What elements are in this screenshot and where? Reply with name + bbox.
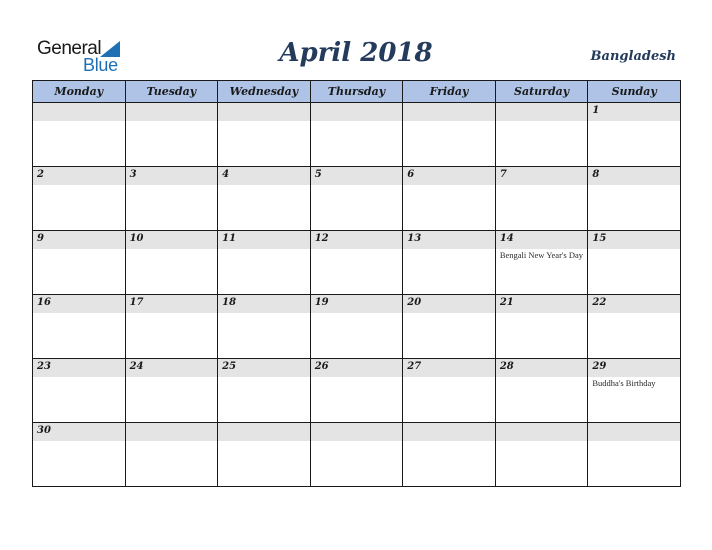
day-number: 3 — [129, 169, 137, 180]
day-number-bar — [126, 167, 218, 185]
calendar-week-row — [33, 295, 681, 359]
day-number-bar — [403, 423, 495, 441]
day-number: 21 — [499, 297, 514, 308]
calendar-day-cell — [588, 295, 681, 359]
calendar-day-cell — [125, 167, 218, 231]
day-number: 26 — [314, 361, 329, 372]
day-number-bar — [588, 359, 680, 377]
day-number: 30 — [37, 425, 51, 436]
weekday-friday: Friday — [403, 81, 496, 103]
calendar-day-cell — [33, 103, 126, 167]
day-number: 20 — [407, 297, 422, 308]
day-number: 23 — [37, 361, 51, 372]
day-number-bar — [218, 167, 310, 185]
day-number-bar — [496, 295, 588, 313]
calendar-day-cell — [310, 103, 403, 167]
logo-blue-text: Blue — [83, 55, 118, 75]
calendar-day-cell — [310, 231, 403, 295]
calendar-day-cell — [403, 103, 496, 167]
calendar-day-cell — [125, 295, 218, 359]
calendar-day-cell — [218, 103, 311, 167]
day-number-bar — [218, 295, 310, 313]
calendar-day-cell — [403, 167, 496, 231]
calendar-day-cell — [588, 423, 681, 487]
day-number: 15 — [592, 233, 607, 244]
calendar-day-cell — [495, 103, 588, 167]
weekday-saturday: Saturday — [495, 81, 588, 103]
day-number-bar — [588, 231, 680, 249]
day-number: 13 — [407, 233, 422, 244]
calendar-day-cell — [310, 423, 403, 487]
day-number-bar — [218, 359, 310, 377]
day-number: 9 — [37, 233, 44, 244]
calendar-day-cell — [33, 295, 126, 359]
day-number-bar — [403, 359, 495, 377]
day-number: 10 — [129, 233, 144, 244]
weekday-thursday: Thursday — [310, 81, 403, 103]
logo-general-text: General — [37, 38, 102, 59]
day-number-bar — [33, 231, 125, 249]
day-number: 2 — [37, 169, 44, 180]
calendar-day-cell — [588, 167, 681, 231]
day-number-bar — [496, 103, 588, 121]
calendar-day-cell — [33, 423, 126, 487]
calendar-day-cell — [218, 423, 311, 487]
calendar-day-cell — [403, 295, 496, 359]
day-number-bar — [588, 103, 680, 121]
weekday-header-row — [33, 81, 681, 103]
calendar-day-cell — [310, 359, 403, 423]
day-number-bar — [311, 295, 403, 313]
day-number-bar — [33, 359, 125, 377]
day-number-bar — [311, 167, 403, 185]
calendar-day-cell — [588, 359, 681, 423]
calendar-week-row — [33, 167, 681, 231]
day-number-bar — [403, 231, 495, 249]
day-number-bar — [588, 423, 680, 441]
calendar-day-cell — [403, 423, 496, 487]
day-number: 4 — [222, 169, 230, 180]
calendar-day-cell — [403, 231, 496, 295]
calendar-day-cell — [218, 295, 311, 359]
calendar-day-cell — [33, 167, 126, 231]
day-number-bar — [218, 423, 310, 441]
calendar-day-cell — [310, 295, 403, 359]
day-number: 17 — [129, 297, 144, 308]
calendar-day-cell — [588, 103, 681, 167]
day-number: 8 — [592, 169, 600, 180]
calendar-week-row — [33, 231, 681, 295]
day-number: 27 — [407, 361, 422, 372]
calendar-day-cell — [218, 231, 311, 295]
day-number-bar — [588, 167, 680, 185]
day-number-bar — [126, 359, 218, 377]
calendar-day-cell — [495, 423, 588, 487]
day-number-bar — [33, 167, 125, 185]
holiday-event: Bengali New Year's Day — [499, 250, 584, 260]
page-title: April 2018 — [279, 38, 433, 68]
day-number: 1 — [592, 105, 600, 116]
day-number-bar — [496, 231, 588, 249]
calendar-day-cell — [125, 423, 218, 487]
day-number-bar — [496, 359, 588, 377]
day-number: 29 — [592, 361, 607, 372]
day-number-bar — [126, 231, 218, 249]
calendar-day-cell — [495, 295, 588, 359]
day-number-bar — [126, 295, 218, 313]
calendar-day-cell — [125, 231, 218, 295]
day-number-bar — [403, 103, 495, 121]
day-number: 6 — [407, 169, 415, 180]
calendar-day-cell — [495, 167, 588, 231]
calendar-day-cell — [495, 359, 588, 423]
day-number-bar — [218, 231, 310, 249]
calendar-day-cell — [310, 167, 403, 231]
calendar-week-row — [33, 103, 681, 167]
calendar-day-cell — [403, 359, 496, 423]
day-number: 11 — [222, 233, 237, 244]
country-label: Bangladesh — [590, 49, 676, 64]
weekday-tuesday: Tuesday — [125, 81, 218, 103]
calendar-week-row — [33, 423, 681, 487]
day-number-bar — [496, 423, 588, 441]
day-number-bar — [311, 103, 403, 121]
calendar-day-cell — [33, 231, 126, 295]
day-number-bar — [33, 295, 125, 313]
day-number-bar — [311, 423, 403, 441]
day-number: 25 — [222, 361, 237, 372]
day-number-bar — [311, 231, 403, 249]
day-number: 7 — [499, 169, 507, 180]
day-number-bar — [403, 295, 495, 313]
weekday-wednesday: Wednesday — [218, 81, 311, 103]
day-number-bar — [33, 103, 125, 121]
day-number: 22 — [592, 297, 607, 308]
day-number: 28 — [499, 361, 514, 372]
holiday-event: Buddha's Birthday — [592, 378, 656, 388]
calendar-day-cell — [125, 103, 218, 167]
day-number: 12 — [314, 233, 329, 244]
weekday-monday: Monday — [33, 81, 126, 103]
calendar-day-cell — [33, 359, 126, 423]
calendar-week-row — [33, 359, 681, 423]
day-number: 5 — [314, 169, 322, 180]
day-number-bar — [588, 295, 680, 313]
day-number-bar — [218, 103, 310, 121]
weekday-sunday: Sunday — [588, 81, 681, 103]
calendar-day-cell — [588, 231, 681, 295]
calendar-grid — [32, 80, 681, 487]
day-number-bar — [403, 167, 495, 185]
calendar-day-cell — [495, 231, 588, 295]
day-number-bar — [126, 423, 218, 441]
calendar-day-cell — [125, 359, 218, 423]
calendar-body — [33, 103, 681, 487]
day-number: 14 — [499, 233, 514, 244]
day-number-bar — [33, 423, 125, 441]
day-number: 18 — [222, 297, 237, 308]
calendar-day-cell — [218, 167, 311, 231]
day-number-bar — [311, 359, 403, 377]
day-number: 16 — [37, 297, 51, 308]
day-number-bar — [496, 167, 588, 185]
calendar-day-cell — [218, 359, 311, 423]
day-number-bar — [126, 103, 218, 121]
day-number: 24 — [129, 361, 144, 372]
day-number: 19 — [314, 297, 329, 308]
